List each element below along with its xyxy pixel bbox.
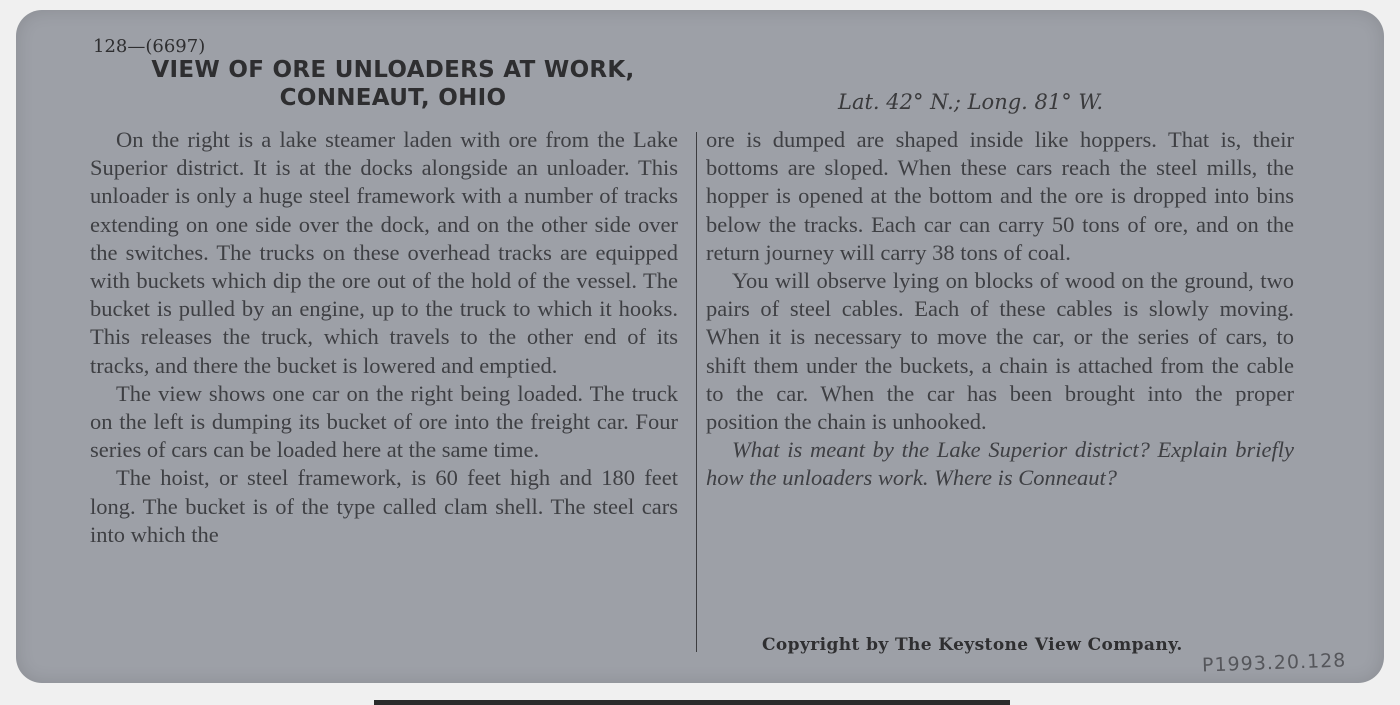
copyright-notice: Copyright by The Keystone View Company. [762,635,1183,655]
left-text-column [90,126,678,549]
latitude-longitude: Lat. 42° N.; Long. 81° W. [838,90,1104,114]
paragraph: On the right is a lake steamer laden with ore from the Lake Superior district. It is at the docks alongside an unloader. This unloader is only a huge steel framework with a number of tracks extending on one side over the dock, and on the other side over the switches. The trucks on these overhead tracks are equipped with buckets which dip the ore out of the hold of the vessel. The bucket is pulled by an engine, up to the truck to which it hooks. This releases the truck, which travels to the other end of its tracks, and there the bucket is lowered and emptied. [90,127,678,378]
column-divider [696,132,697,652]
study-questions: What is meant by the Lake Superior district? Explain briefly how the unloaders work. Where is Conneaut? [706,437,1294,491]
card-title-line2: CONNEAUT, OHIO [279,85,507,111]
accession-number: P1993.20.128 [1201,649,1347,677]
card-title-line1: VIEW OF ORE UNLOADERS AT WORK, [151,57,635,83]
bottom-edge-strip [374,700,1010,705]
card-reference-number: 128—(6697) [93,36,206,57]
card-title [93,56,693,112]
paragraph-continuation: ore is dumped are shaped inside like hoppers. That is, their bottoms are sloped. When these cars reach the steel mills, the hopper is opened at the bottom and the ore is dropped into bins below the tracks. Each car can carry 50 tons of ore, and on the return journey will carry 38 tons of coal. [706,127,1294,265]
paragraph: The hoist, or steel framework, is 60 feet high and 180 feet long. The bucket is of the type called clam shell. The steel cars into which the [90,465,678,547]
stereograph-card-back [16,10,1384,683]
paragraph: The view shows one car on the right being loaded. The truck on the left is dumping its bucket of ore into the freight car. Four series of cars can be loaded here at the same time. [90,380,678,463]
right-text-column [706,126,1294,493]
paragraph: You will observe lying on blocks of wood on the ground, two pairs of steel cables. Each of these cables is slowly moving. When it is necessary to move the car, or the series of cars, to shift them under the buckets, a chain is attached from the cable to the car. When the car has been brought into the proper position the chain is unhooked. [706,268,1294,435]
